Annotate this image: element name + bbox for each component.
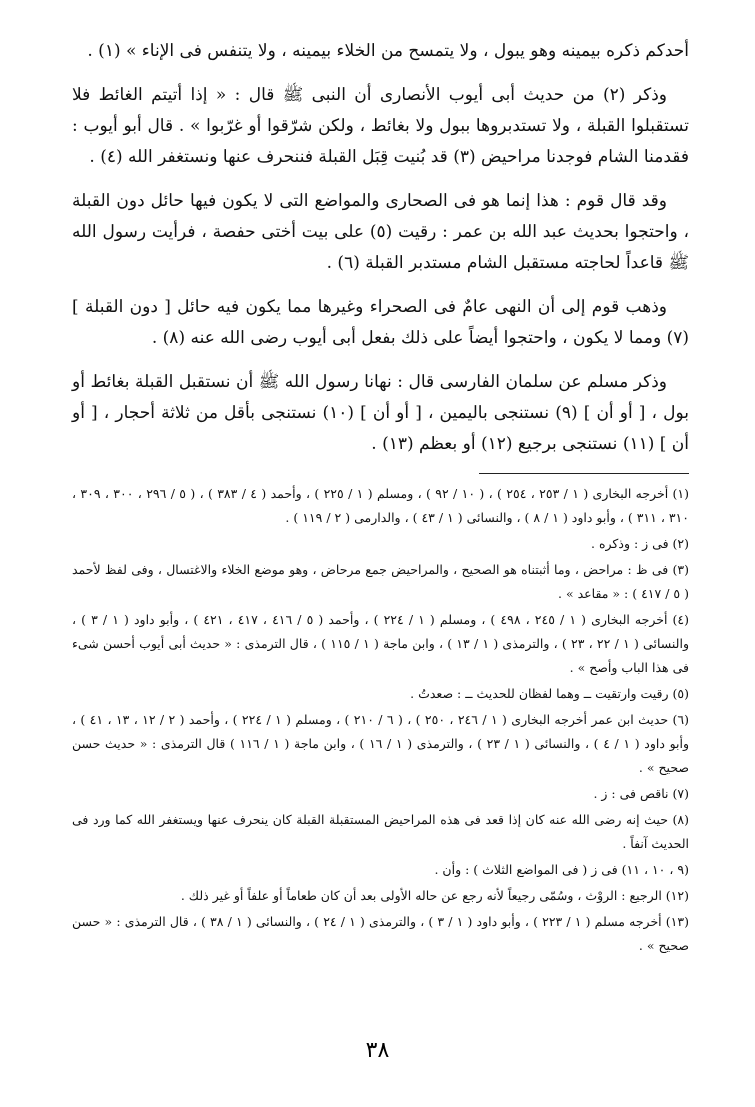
footnote-12: (١٢) الرجيع : الروْث ، وسُمّى رجيعاً لأنه رجع عن حاله الأولى بعد أن كان طعاماً أو علفاً أو غير ذلك .	[180, 888, 689, 903]
footnote-5: (٥) رقيت وارتقيت ــ وهما لفظان للحديث ــ : صعدتُ .	[410, 686, 689, 701]
footnote-2: (٢) فى ز : وذكره .	[591, 536, 689, 551]
footnote-3: (٣) فى ظ : مراحض ، وما أثبتناه هو الصحيح ، والمراحيض جمع مرحاض ، وهو موضع الخلاء والاغتسال ، وفى لفظ لأحمد ( ٥ / ٤١٧ ) : « مقاعد » .	[72, 562, 689, 601]
footnote-1: (١) أخرجه البخارى ( ١ / ٢٥٣ ، ٢٥٤ ) ، ( ١٠ / ٩٢ ) ، ومسلم ( ١ / ٢٢٥ ) ، وأحمد ( ٤ / ٣٨٣ ) ، ( ٥ / ٢٩٦ ، ٣٠٠ ، ٣٠٩ ، ٣١٠ ، ٣١١ ) ، وأبو داود ( ١ / ٨ ) ، والنسائى ( ١ / ٤٣ ) ، والدارمى ( ٢ / ١١٩ ) .	[72, 486, 690, 525]
footnote-7: (٧) ناقص فى : ز .	[593, 786, 689, 801]
footnote-13: (١٣) أخرجه مسلم ( ١ / ٢٢٣ ) ، وأبو داود ( ١ / ٣ ) ، والترمذى ( ١ / ٢٤ ) ، والنسائى ( ١ / ٣٨ ) ، قال الترمذى : « حسن صحيح » .	[72, 914, 689, 953]
footnote-6: (٦) حديث ابن عمر أخرجه البخارى ( ١ / ٢٤٦ ، ٢٥٠ ) ، ( ٦ / ٢١٠ ) ، ومسلم ( ١ / ٢٢٤ ) ، وأحمد ( ٢ / ١٢ ، ١٣ ، ٤١ ) ، وأبو داود ( ١ / ٤ ) ، والنسائى ( ١ / ٢٣ ) ، والترمذى ( ١ / ١٦ ) ، وابن ماجة ( ١ / ١١٦ ) قال الترمذى : « حديث حسن صحيح » .	[72, 712, 690, 775]
main-text	[72, 36, 689, 460]
page-number: ٣٨	[365, 1038, 390, 1063]
paragraph-2: وذكر (٢) من حديث أبى أيوب الأنصارى أن النبى ﷺ قال : « إذا أتيتم الغائط فلا تستقبلوا القبلة ، ولا تستدبروها ببول ولا بغائط ، ولكن شرّقوا أو غرّبوا » . قال أبو أيوب : فقدمنا الشام فوجدنا مراحيض (٣) قد بُنيت قِبَل القبلة فننحرف عنها ونستغفر الله (٤) .	[72, 85, 689, 167]
footnotes	[72, 482, 689, 958]
paragraph-1: أحدكم ذكره بيمينه وهو يبول ، ولا يتمسح من الخلاء بيمينه ، ولا يتنفس فى الإناء » (١) .	[87, 41, 689, 61]
paragraph-3: وقد قال قوم : هذا إنما هو فى الصحارى والمواضع التى لا يكون فيها حائل دون القبلة ، واحتجوا بحديث عبد الله بن عمر : رقيت (٥) على بيت أختى حفصة ، فرأيت رسول الله ﷺ قاعداً لحاجته مستقبل الشام مستدبر القبلة (٦) .	[72, 191, 689, 273]
footnote-9-11: (٩ ، ١٠ ، ١١) فى ز ( فى المواضع الثلاث ) : وأن .	[434, 862, 689, 877]
paragraph-5: وذكر مسلم عن سلمان الفارسى قال : نهانا رسول الله ﷺ أن نستقبل القبلة بغائط أو بول ، [ أو أن ] (٩) نستنجى باليمين ، [ أو أن ] (١٠) نستنجى بأقل من ثلاثة أحجار ، [ أو أن ] (١١) نستنجى برجيع (١٢) أو بعظم (١٣) .	[72, 372, 689, 454]
footnote-8: (٨) حيث إنه رضى الله عنه كان إذا قعد فى هذه المراحيض المستقبلة القبلة كان ينحرف عنها ويستغفر الله كما ورد فى الحديث آنفاً .	[72, 812, 689, 851]
paragraph-4: وذهب قوم إلى أن النهى عامٌ فى الصحراء وغيرها مما يكون فيه حائل [ دون القبلة ] (٧) ومما لا يكون ، واحتجوا أيضاً على ذلك بفعل أبى أيوب رضى الله عنه (٨) .	[72, 297, 689, 348]
footnote-4: (٤) أخرجه البخارى ( ١ / ٢٤٥ ، ٤٩٨ ) ، ومسلم ( ١ / ٢٢٤ ) ، وأحمد ( ٥ / ٤١٦ ، ٤١٧ ، ٤٢١ ) ، وأبو داود ( ١ / ٣ ) ، والنسائى ( ١ / ٢٢ ، ٢٣ ) ، والترمذى ( ١ / ١٣ ) ، وابن ماجة ( ١ / ١١٥ ) ، قال الترمذى : « حديث أبى أيوب أحسن شىء فى هذا الباب وأصح » .	[72, 612, 690, 675]
footnote-separator	[479, 473, 689, 474]
